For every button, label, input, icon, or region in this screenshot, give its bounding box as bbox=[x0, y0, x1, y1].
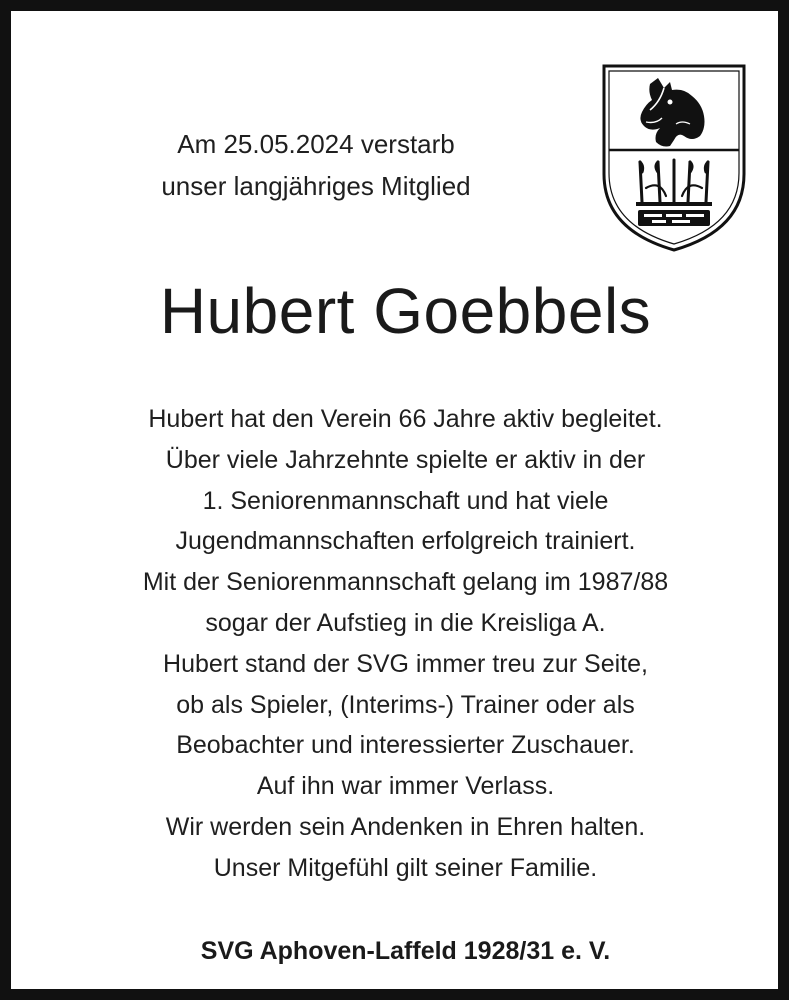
tribute-line: ob als Spieler, (Interims-) Trainer oder als bbox=[176, 690, 635, 719]
tribute-line: Hubert stand der SVG immer treu zur Seite, bbox=[163, 649, 648, 678]
crown-base bbox=[636, 202, 712, 226]
tribute-line: Hubert hat den Verein 66 Jahre aktiv begleitet. bbox=[148, 405, 663, 433]
tribute-line: sogar der Aufstieg in die Kreisliga A. bbox=[205, 608, 606, 637]
deceased-name: Hubert Goebbels bbox=[159, 275, 652, 347]
club-signature: SVG Aphoven-Laffeld 1928/31 e. V. bbox=[200, 937, 611, 965]
intro-line-date: Am 25.05.2024 verstarb bbox=[177, 129, 455, 159]
tribute-line: Unser Mitgefühl gilt seiner Familie. bbox=[213, 853, 598, 882]
tribute-line: Jugendmannschaften erfolgreich trainiert. bbox=[175, 527, 636, 556]
tribute-line: Über viele Jahrzehnte spielte er aktiv in der bbox=[165, 445, 646, 474]
tribute-line: Beobachter und interessierter Zuschauer. bbox=[176, 731, 635, 760]
intro-text bbox=[101, 123, 531, 207]
tribute-line: Wir werden sein Andenken in Ehren halten. bbox=[165, 812, 646, 841]
tribute-text bbox=[11, 399, 789, 889]
tribute-line: Auf ihn war immer Verlass. bbox=[256, 772, 555, 801]
tribute-line: Mit der Seniorenmannschaft gelang im 1987/88 bbox=[142, 568, 669, 597]
intro-line-member: unser langjähriges Mitglied bbox=[161, 171, 471, 201]
coat-of-arms-icon bbox=[600, 62, 748, 254]
tribute-line: 1. Seniorenmannschaft und hat viele bbox=[202, 486, 609, 515]
